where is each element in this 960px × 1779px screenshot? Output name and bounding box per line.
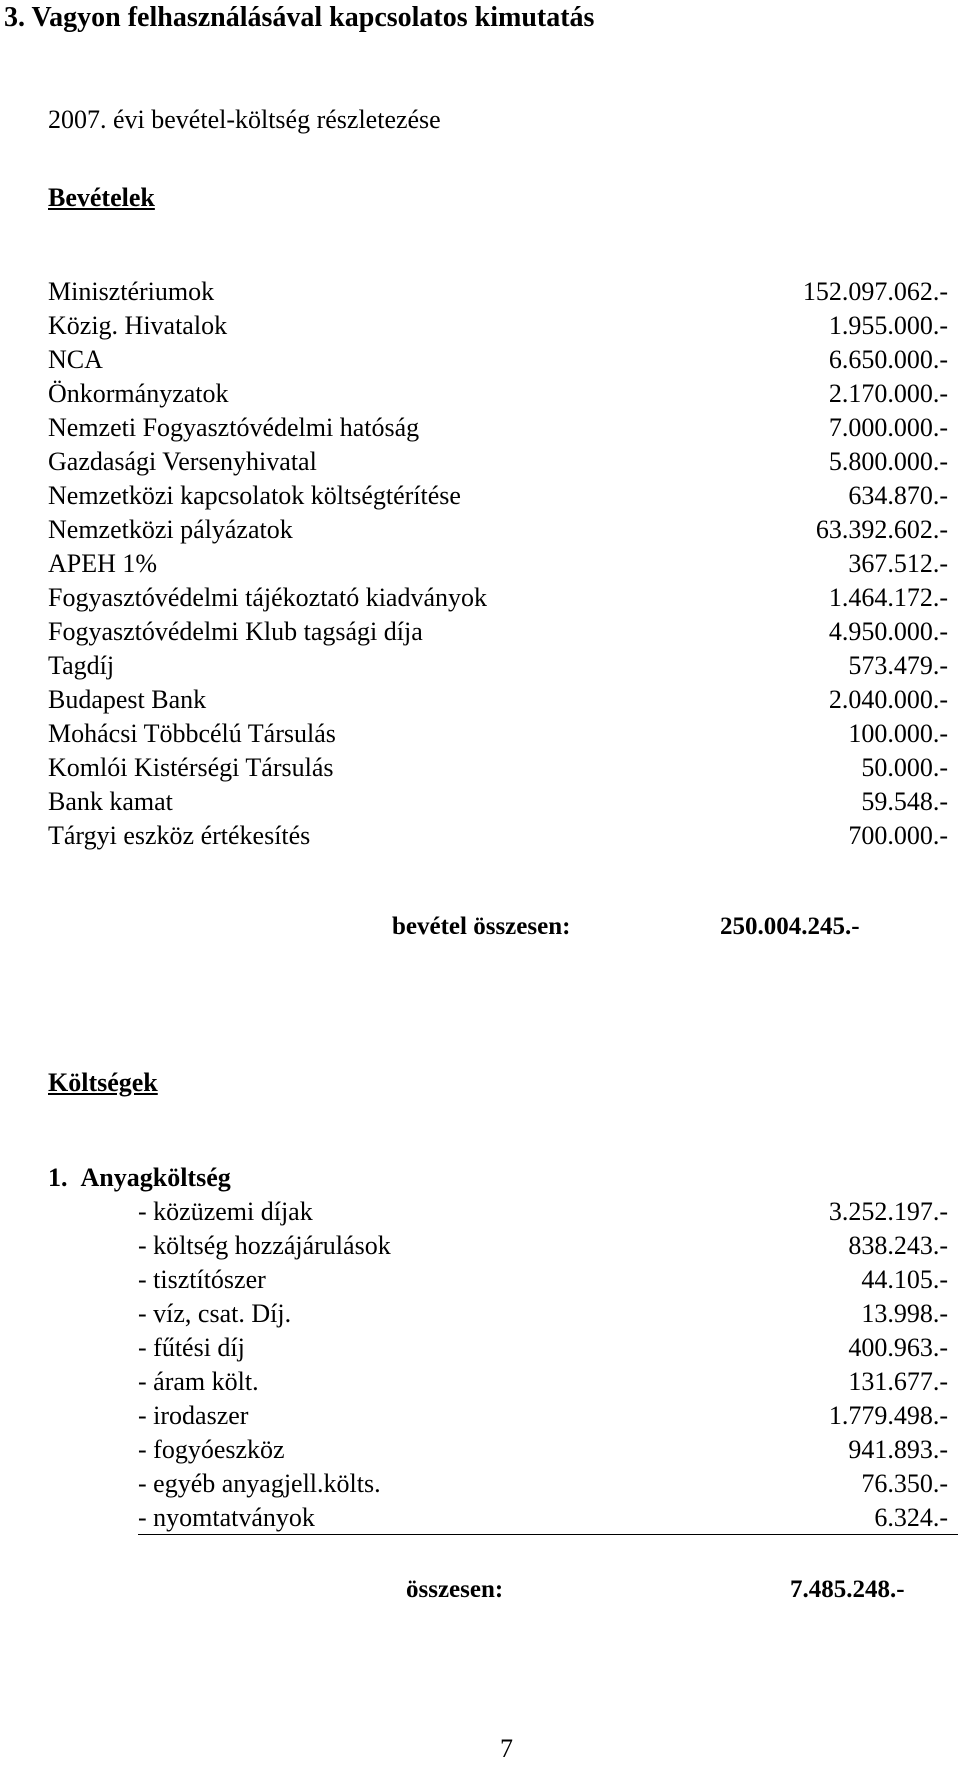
revenue-label: Gazdasági Versenyhivatal	[48, 447, 317, 476]
cost-value: 6.324.-	[874, 1503, 948, 1532]
page-title: 3. Vagyon felhasználásával kapcsolatos kimutatás	[4, 2, 595, 33]
list-item	[48, 751, 948, 785]
list-item	[48, 683, 948, 717]
list-item	[48, 309, 948, 343]
list-item	[138, 1467, 948, 1501]
revenue-label: NCA	[48, 345, 103, 374]
revenue-value: 700.000.-	[848, 821, 948, 850]
cost-label: - víz, csat. Díj.	[138, 1299, 292, 1328]
cost-category-heading	[48, 1161, 231, 1195]
list-item	[138, 1263, 948, 1297]
revenue-label: Mohácsi Többcélú Társulás	[48, 719, 336, 748]
divider-line	[138, 1534, 958, 1535]
list-item	[138, 1433, 948, 1467]
revenue-value: 59.548.-	[861, 787, 948, 816]
cost-value: 13.998.-	[861, 1299, 948, 1328]
list-item	[48, 649, 948, 683]
cost-category-number: 1.	[48, 1163, 68, 1192]
revenue-value: 367.512.-	[848, 549, 948, 578]
cost-label: - tisztítószer	[138, 1265, 266, 1294]
cost-value: 76.350.-	[861, 1469, 948, 1498]
cost-value: 838.243.-	[848, 1231, 948, 1260]
cost-value: 3.252.197.-	[828, 1197, 948, 1226]
list-item	[48, 717, 948, 751]
revenue-value: 1.955.000.-	[828, 311, 948, 340]
costs-heading: Költségek	[48, 1068, 158, 1097]
revenue-value: 100.000.-	[848, 719, 948, 748]
revenue-label: Közig. Hivatalok	[48, 311, 228, 340]
revenue-value: 5.800.000.-	[828, 447, 948, 476]
revenue-label: Fogyasztóvédelmi tájékoztató kiadványok	[48, 583, 487, 612]
cost-list	[138, 1195, 948, 1535]
revenue-label: Budapest Bank	[48, 685, 207, 714]
list-item	[48, 785, 948, 819]
revenue-label: Bank kamat	[48, 787, 173, 816]
revenue-label: Tárgyi eszköz értékesítés	[48, 821, 311, 850]
cost-label: - nyomtatványok	[138, 1503, 315, 1532]
list-item	[138, 1195, 948, 1229]
cost-value: 941.893.-	[848, 1435, 948, 1464]
list-item	[48, 343, 948, 377]
list-item	[138, 1501, 948, 1535]
list-item	[48, 513, 948, 547]
cost-label: - költség hozzájárulások	[138, 1231, 391, 1260]
list-item	[48, 411, 948, 445]
list-item	[48, 819, 948, 853]
revenue-value: 2.170.000.-	[828, 379, 948, 408]
list-item	[138, 1229, 948, 1263]
revenue-value: 4.950.000.-	[828, 617, 948, 646]
revenue-value: 50.000.-	[861, 753, 948, 782]
cost-total-label: összesen:	[406, 1576, 504, 1603]
cost-value: 44.105.-	[861, 1265, 948, 1294]
cost-value: 1.779.498.-	[828, 1401, 948, 1430]
revenue-label: APEH 1%	[48, 549, 158, 578]
revenue-list	[48, 275, 948, 853]
revenue-value: 6.650.000.-	[828, 345, 948, 374]
cost-value: 400.963.-	[848, 1333, 948, 1362]
revenue-value: 573.479.-	[848, 651, 948, 680]
cost-total-value: 7.485.248.-	[790, 1576, 905, 1603]
revenue-label: Tagdíj	[48, 651, 115, 680]
list-item	[48, 615, 948, 649]
list-item	[48, 445, 948, 479]
page-number: 7	[500, 1734, 513, 1763]
revenue-value: 7.000.000.-	[828, 413, 948, 442]
revenue-heading: Bevételek	[48, 183, 155, 212]
revenue-value: 1.464.172.-	[828, 583, 948, 612]
cost-label: - irodaszer	[138, 1401, 249, 1430]
revenue-value: 63.392.602.-	[815, 515, 948, 544]
list-item	[48, 275, 948, 309]
revenue-label: Minisztériumok	[48, 277, 215, 306]
revenue-label: Önkormányzatok	[48, 379, 229, 408]
cost-label: - közüzemi díjak	[138, 1197, 313, 1226]
revenue-value: 2.040.000.-	[828, 685, 948, 714]
revenue-value: 152.097.062.-	[802, 277, 948, 306]
page-subtitle: 2007. évi bevétel-költség részletezése	[48, 105, 441, 134]
revenue-label: Nemzetközi pályázatok	[48, 515, 293, 544]
revenue-total-label: bevétel összesen:	[392, 913, 571, 940]
list-item	[138, 1399, 948, 1433]
list-item	[48, 547, 948, 581]
list-item	[138, 1365, 948, 1399]
list-item	[48, 581, 948, 615]
revenue-label: Fogyasztóvédelmi Klub tagsági díja	[48, 617, 423, 646]
list-item	[138, 1297, 948, 1331]
revenue-total-value: 250.004.245.-	[720, 913, 860, 940]
cost-label: - egyéb anyagjell.költs.	[138, 1469, 381, 1498]
cost-category-name: Anyagköltség	[80, 1163, 231, 1192]
revenue-label: Nemzeti Fogyasztóvédelmi hatóság	[48, 413, 420, 442]
revenue-label: Komlói Kistérségi Társulás	[48, 753, 334, 782]
cost-label: - áram költ.	[138, 1367, 259, 1396]
cost-label: - fűtési díj	[138, 1333, 245, 1362]
list-item	[48, 377, 948, 411]
cost-label: - fogyóeszköz	[138, 1435, 285, 1464]
revenue-value: 634.870.-	[848, 481, 948, 510]
list-item	[48, 479, 948, 513]
cost-value: 131.677.-	[848, 1367, 948, 1396]
revenue-label: Nemzetközi kapcsolatok költségtérítése	[48, 481, 461, 510]
list-item	[138, 1331, 948, 1365]
